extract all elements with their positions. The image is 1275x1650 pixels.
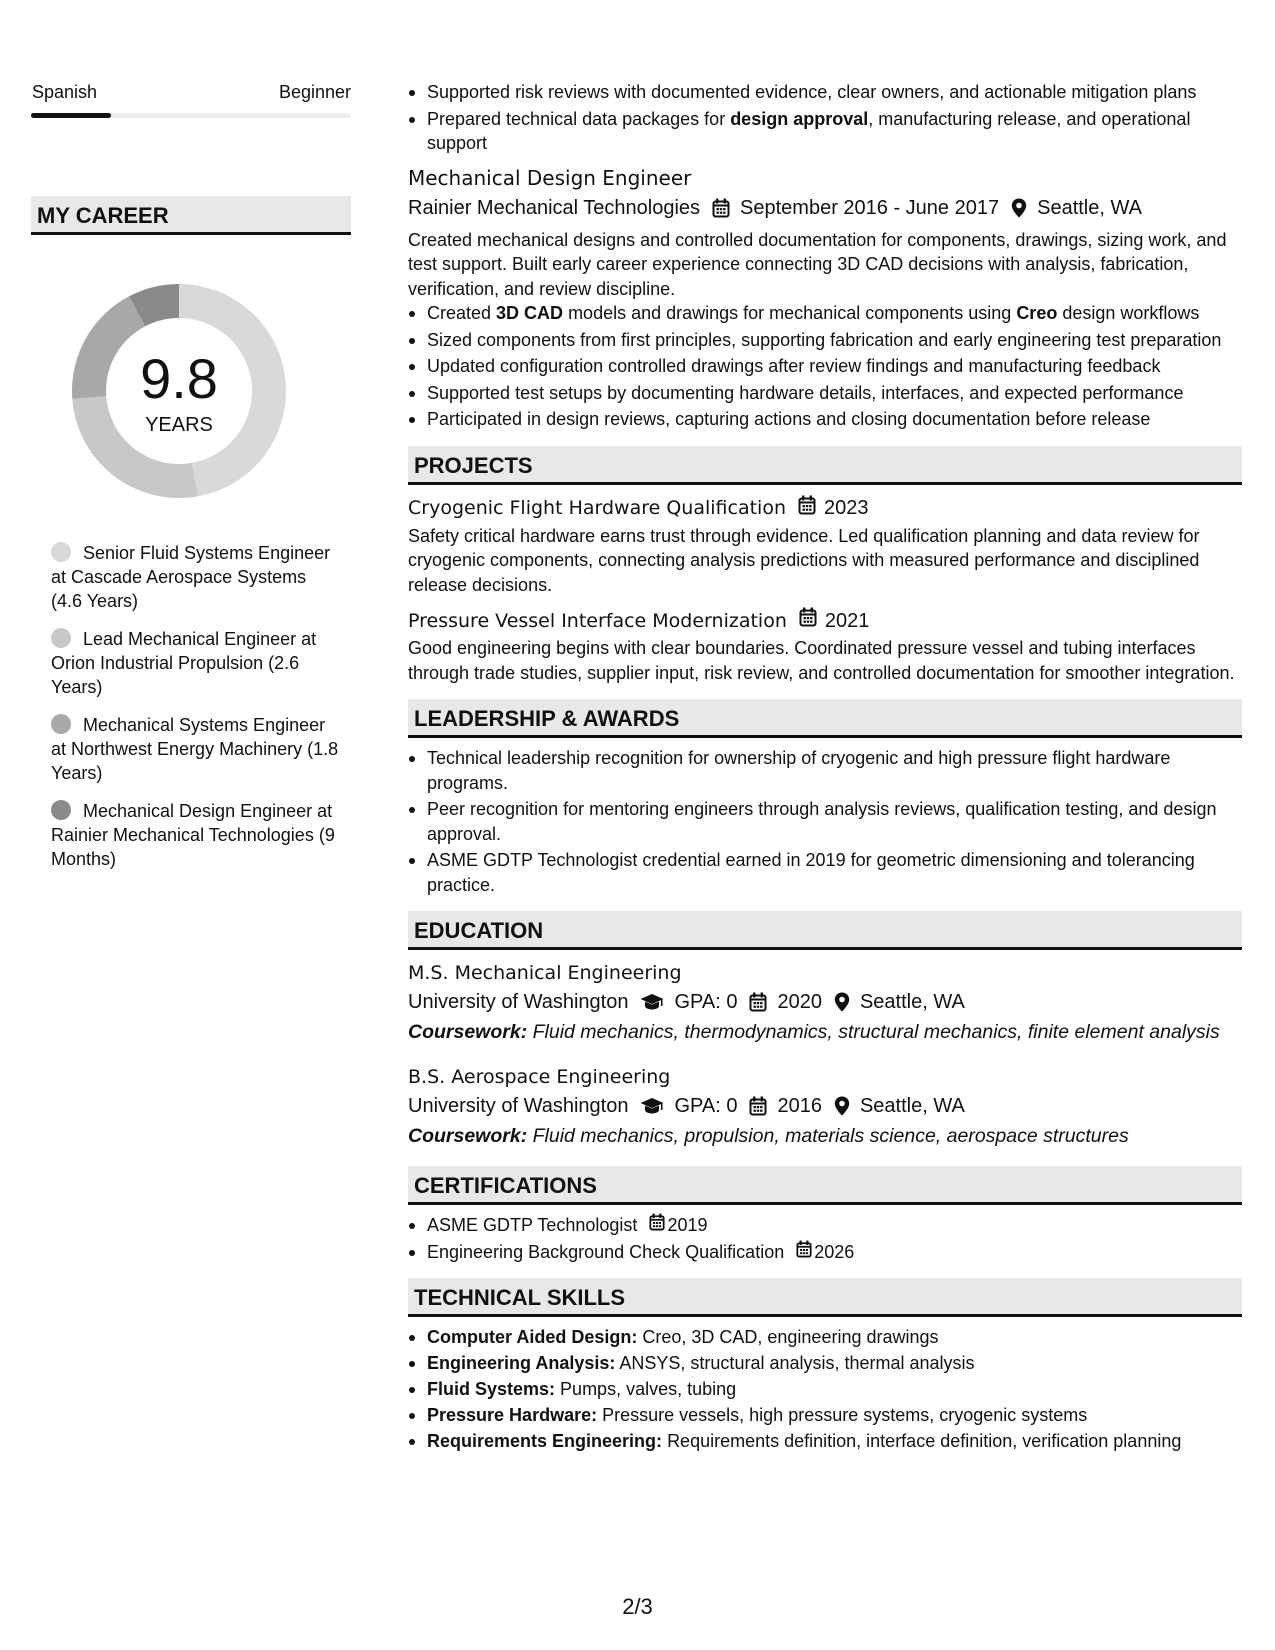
calendar-icon	[649, 1213, 665, 1238]
job-meta	[408, 194, 1242, 222]
legend-dot	[51, 800, 71, 820]
graduation-cap-icon	[640, 993, 664, 1011]
calendar-icon	[749, 992, 767, 1012]
skills-heading	[408, 1278, 1242, 1317]
gpa: GPA: 0	[674, 1095, 738, 1117]
graduation-cap-icon	[640, 1097, 664, 1115]
career-total-unit: YEARS	[145, 414, 213, 436]
language-level: Beginner	[278, 82, 351, 102]
certifications-heading	[408, 1166, 1242, 1205]
school-location: Seattle, WA	[859, 1095, 965, 1117]
skill-category: Computer Aided Design:	[427, 1327, 638, 1347]
certifications-list	[408, 1213, 1242, 1264]
previous-job-bullets	[408, 80, 1242, 156]
legend-label: Mechanical Design Engineer at Rainier Mechanical Technologies (9 Months)	[51, 801, 335, 869]
leadership-item: Peer recognition for mentoring engineers through analysis reviews, qualification testing, and design approval.	[408, 797, 1242, 846]
skill-list: Pressure vessels, high pressure systems, cryogenic systems	[602, 1405, 1088, 1425]
leadership-heading-text: LEADERSHIP & AWARDS	[414, 706, 680, 731]
degree-title: B.S. Aerospace Engineering	[408, 1066, 671, 1088]
skill-item	[408, 1429, 1242, 1453]
legend-dot	[51, 714, 71, 734]
leadership-item: ASME GDTP Technologist credential earned in 2019 for geometric dimensioning and tolerancing practice.	[408, 848, 1242, 897]
career-heading	[31, 196, 351, 235]
coursework	[408, 1124, 1242, 1148]
certification-item	[408, 1240, 1242, 1265]
coursework	[408, 1020, 1242, 1044]
calendar-icon	[712, 198, 730, 218]
calendar-icon	[796, 1240, 812, 1265]
bullet-text: , manufacturing release, and operational support	[427, 108, 1191, 153]
project-description: Good engineering begins with clear boundaries. Coordinated pressure vessel and tubing interfaces through trade studies, supplier input, risk review, and controlled documentation for smoother integration.	[408, 638, 1235, 683]
skill-category: Requirements Engineering:	[427, 1431, 663, 1451]
legend-label: Mechanical Systems Engineer at Northwest Energy Machinery (1.8 Years)	[51, 715, 339, 783]
coursework-text: Fluid mechanics, thermodynamics, structural mechanics, finite element analysis	[532, 1021, 1220, 1043]
job-company: Rainier Mechanical Technologies	[408, 196, 701, 219]
skills-list	[408, 1325, 1242, 1453]
education-meta	[408, 988, 1242, 1016]
certification-name: Engineering Background Check Qualification	[427, 1241, 785, 1262]
legend-label: Lead Mechanical Engineer at Orion Industrial Propulsion (2.6 Years)	[51, 629, 317, 697]
project-title: Cryogenic Flight Hardware Qualification	[408, 497, 787, 519]
language-proficiency-fill	[31, 113, 111, 118]
career-legend-item	[51, 713, 341, 785]
job-bullets	[408, 301, 1242, 432]
skill-list: Creo, 3D CAD, engineering drawings	[642, 1327, 939, 1347]
school-location: Seattle, WA	[859, 991, 965, 1013]
legend-dot	[51, 628, 71, 648]
leadership-heading	[408, 699, 1242, 738]
career-donut-chart	[66, 278, 292, 504]
certifications-heading-text: CERTIFICATIONS	[414, 1173, 597, 1198]
donut-segment	[72, 396, 198, 498]
job-title: Mechanical Design Engineer	[408, 165, 692, 190]
bullet-text: models and drawings for mechanical components using	[563, 303, 1017, 323]
job-location: Seattle, WA	[1037, 196, 1142, 219]
location-pin-icon	[834, 992, 850, 1012]
leadership-item: Technical leadership recognition for ownership of cryogenic and high pressure flight hardware programs.	[408, 746, 1242, 795]
projects-heading-text: PROJECTS	[414, 452, 533, 478]
language-row	[31, 82, 351, 104]
skill-list: Pumps, valves, tubing	[560, 1379, 737, 1399]
gpa: GPA: 0	[674, 991, 738, 1013]
job-description: Created mechanical designs and controlled documentation for components, drawings, sizing work, and test support. Built early career experience connecting 3D CAD decisions with analysis, fabrication, verification, and review discipline.	[408, 229, 1227, 299]
project-title-row	[408, 495, 1242, 522]
coursework-label: Coursework:	[408, 1021, 528, 1043]
bullet-item	[408, 107, 1242, 156]
coursework-label: Coursework:	[408, 1125, 528, 1147]
project-title: Pressure Vessel Interface Modernization	[408, 609, 787, 632]
bullet-text: Prepared technical data packages for	[427, 108, 731, 129]
skill-list: Requirements definition, interface definition, verification planning	[667, 1431, 1182, 1451]
bullet-text: Supported risk reviews with documented evidence, clear owners, and actionable mitigation plans	[427, 82, 1197, 102]
leadership-list	[408, 746, 1242, 897]
graduation-year: 2016	[777, 1095, 822, 1117]
bullet-bold: Creo	[1016, 303, 1058, 323]
skill-category: Pressure Hardware:	[427, 1405, 598, 1425]
job-dates: September 2016 - June 2017	[740, 196, 1000, 219]
certification-item	[408, 1213, 1242, 1238]
project-year: 2021	[824, 609, 870, 632]
main-content	[408, 80, 1242, 1455]
certification-year: 2019	[667, 1215, 708, 1235]
skill-item	[408, 1403, 1242, 1427]
education-heading	[408, 911, 1242, 950]
project-year: 2023	[824, 497, 869, 519]
school-name: University of Washington	[408, 991, 629, 1013]
bullet-text: design workflows	[1057, 303, 1200, 323]
school-name: University of Washington	[408, 1095, 629, 1117]
certification-name: ASME GDTP Technologist	[427, 1215, 638, 1235]
language-proficiency-bar	[31, 113, 351, 118]
skill-item	[408, 1377, 1242, 1401]
education-heading-text: EDUCATION	[414, 918, 544, 943]
skills-heading-text: TECHNICAL SKILLS	[414, 1285, 626, 1310]
skill-list: ANSYS, structural analysis, thermal analysis	[619, 1353, 975, 1373]
bullet-bold: design approval	[730, 108, 869, 129]
degree-title: M.S. Mechanical Engineering	[408, 962, 682, 984]
projects-heading	[408, 446, 1242, 485]
legend-label: Senior Fluid Systems Engineer at Cascade Aerospace Systems (4.6 Years)	[51, 543, 331, 611]
certification-year: 2026	[814, 1241, 855, 1262]
skill-category: Engineering Analysis:	[427, 1353, 616, 1373]
bullet-item: Participated in design reviews, capturing actions and closing documentation before release	[408, 407, 1242, 432]
coursework-text: Fluid mechanics, propulsion, materials science, aerospace structures	[532, 1125, 1129, 1147]
project-title-row	[408, 607, 1242, 634]
career-heading-text: MY CAREER	[37, 203, 169, 228]
bullet-item: Sized components from first principles, supporting fabrication and early engineering test preparation	[408, 328, 1242, 353]
bullet-text: Created	[427, 303, 497, 323]
page-number: 2/3	[622, 1594, 653, 1619]
graduation-year: 2020	[777, 991, 822, 1013]
project-description: Safety critical hardware earns trust through evidence. Led qualification planning and data review for cryogenic components, connecting analysis predictions with measured performance and disciplined release decisions.	[408, 525, 1200, 595]
skill-item	[408, 1351, 1242, 1375]
language-name: Spanish	[32, 82, 98, 102]
calendar-icon	[798, 495, 816, 522]
calendar-icon	[799, 607, 817, 634]
career-total-value: 9.8	[140, 347, 218, 410]
education-meta	[408, 1092, 1242, 1120]
career-legend-item	[51, 541, 341, 613]
legend-dot	[51, 542, 71, 562]
skill-item	[408, 1325, 1242, 1349]
bullet-item: Supported test setups by documenting hardware details, interfaces, and expected performance	[408, 381, 1242, 406]
bullet-item	[408, 301, 1242, 326]
skill-category: Fluid Systems:	[427, 1379, 556, 1399]
career-legend	[51, 541, 341, 885]
location-pin-icon	[1011, 198, 1027, 218]
location-pin-icon	[834, 1096, 850, 1116]
calendar-icon	[749, 1096, 767, 1116]
bullet-bold: 3D CAD	[496, 303, 564, 323]
bullet-item: Updated configuration controlled drawings after review findings and manufacturing feedback	[408, 354, 1242, 379]
bullet-item	[408, 80, 1242, 105]
career-legend-item	[51, 627, 341, 699]
career-legend-item	[51, 799, 341, 871]
